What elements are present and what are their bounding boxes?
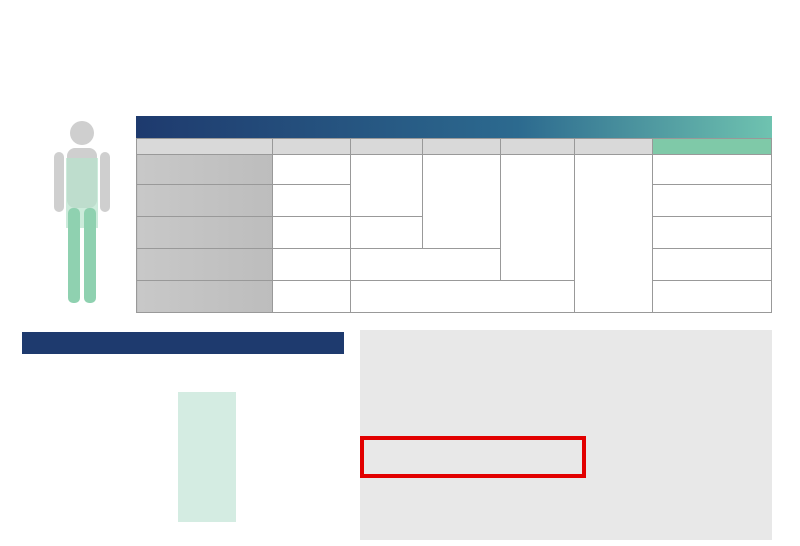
weiche-value <box>423 155 501 249</box>
row-range <box>653 185 772 217</box>
empty-cell <box>351 249 501 281</box>
body-figure-icon <box>42 118 122 308</box>
row-label <box>137 155 273 185</box>
composition-title <box>136 116 772 138</box>
tbw-empty <box>351 217 423 249</box>
empty-cell <box>351 281 575 313</box>
right-panel <box>360 330 772 540</box>
row-range <box>653 217 772 249</box>
row-label-bfm <box>137 281 273 313</box>
col-tbw <box>351 139 423 155</box>
row-value <box>273 155 351 185</box>
row-label <box>137 249 273 281</box>
row-range <box>653 155 772 185</box>
col-fettfrei <box>501 139 575 155</box>
fettfrei-value <box>501 155 575 281</box>
row-value <box>273 249 351 281</box>
col-normalbereich <box>653 139 772 155</box>
col-gewicht <box>575 139 653 155</box>
muscle-fat-title <box>22 332 344 354</box>
row-range <box>653 281 772 313</box>
col-abteile <box>137 139 273 155</box>
composition-table <box>136 138 772 313</box>
row-label <box>137 185 273 217</box>
col-weiche <box>423 139 501 155</box>
col-werte <box>273 139 351 155</box>
normal-band <box>178 392 236 522</box>
row-value <box>273 185 351 217</box>
row-label <box>137 217 273 249</box>
row-value <box>273 281 351 313</box>
highlight-box <box>360 436 586 478</box>
gewicht-cell <box>575 155 653 313</box>
row-range <box>653 249 772 281</box>
row-value <box>273 217 351 249</box>
tbw-value <box>351 155 423 217</box>
